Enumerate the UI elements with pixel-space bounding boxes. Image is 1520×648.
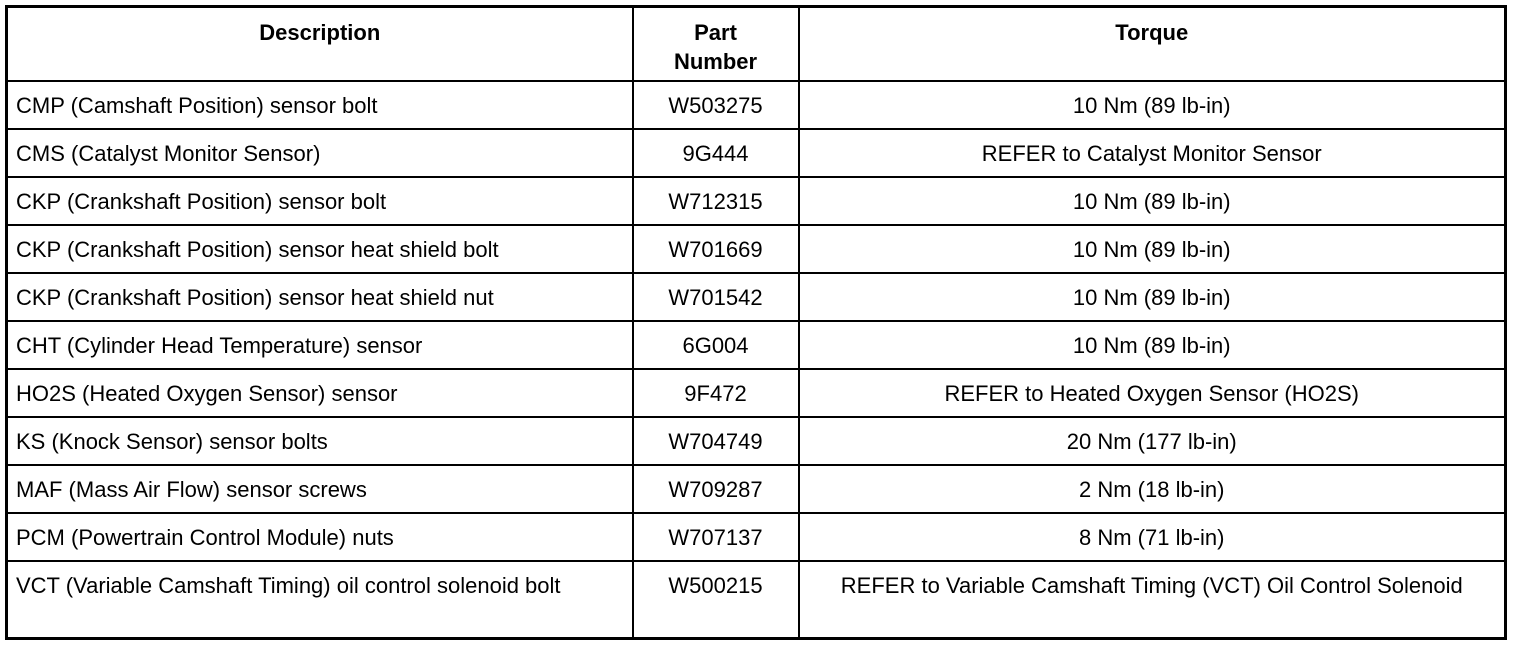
cell-part-number: 6G004 <box>633 321 799 369</box>
cell-torque: 10 Nm (89 lb-in) <box>799 273 1506 321</box>
cell-torque: REFER to Variable Camshaft Timing (VCT) Oil Control Solenoid <box>799 561 1506 639</box>
table-row <box>7 81 1506 129</box>
torque-spec-table <box>5 5 1507 640</box>
table-body <box>7 81 1506 639</box>
table-row <box>7 369 1506 417</box>
cell-torque: REFER to Catalyst Monitor Sensor <box>799 129 1506 177</box>
cell-part-number: W704749 <box>633 417 799 465</box>
cell-part-number: 9F472 <box>633 369 799 417</box>
header-description: Description <box>7 7 633 81</box>
cell-part-number: W707137 <box>633 513 799 561</box>
cell-part-number: W503275 <box>633 81 799 129</box>
header-row <box>7 7 1506 81</box>
cell-description: MAF (Mass Air Flow) sensor screws <box>7 465 633 513</box>
table-row <box>7 513 1506 561</box>
header-part-number <box>633 7 799 81</box>
cell-description: CHT (Cylinder Head Temperature) sensor <box>7 321 633 369</box>
cell-torque: 2 Nm (18 lb-in) <box>799 465 1506 513</box>
cell-part-number: W701669 <box>633 225 799 273</box>
cell-part-number: 9G444 <box>633 129 799 177</box>
cell-torque: 10 Nm (89 lb-in) <box>799 321 1506 369</box>
cell-torque: 10 Nm (89 lb-in) <box>799 177 1506 225</box>
cell-torque: 20 Nm (177 lb-in) <box>799 417 1506 465</box>
header-part-number-line2: Number <box>673 49 758 74</box>
cell-part-number: W712315 <box>633 177 799 225</box>
cell-description: CMS (Catalyst Monitor Sensor) <box>7 129 633 177</box>
header-part-number-line1: Part <box>694 20 737 45</box>
header-torque: Torque <box>799 7 1506 81</box>
cell-description: CKP (Crankshaft Position) sensor heat shield bolt <box>7 225 633 273</box>
table-row <box>7 177 1506 225</box>
table-row <box>7 321 1506 369</box>
cell-description: HO2S (Heated Oxygen Sensor) sensor <box>7 369 633 417</box>
table-row <box>7 465 1506 513</box>
cell-description: KS (Knock Sensor) sensor bolts <box>7 417 633 465</box>
cell-description: CKP (Crankshaft Position) sensor bolt <box>7 177 633 225</box>
table-row <box>7 273 1506 321</box>
cell-description: CMP (Camshaft Position) sensor bolt <box>7 81 633 129</box>
cell-part-number: W709287 <box>633 465 799 513</box>
cell-part-number: W701542 <box>633 273 799 321</box>
cell-torque: 10 Nm (89 lb-in) <box>799 81 1506 129</box>
cell-part-number: W500215 <box>633 561 799 639</box>
table-row <box>7 225 1506 273</box>
cell-torque: 8 Nm (71 lb-in) <box>799 513 1506 561</box>
cell-description: PCM (Powertrain Control Module) nuts <box>7 513 633 561</box>
table-row <box>7 417 1506 465</box>
cell-description: CKP (Crankshaft Position) sensor heat shield nut <box>7 273 633 321</box>
cell-torque: REFER to Heated Oxygen Sensor (HO2S) <box>799 369 1506 417</box>
cell-description: VCT (Variable Camshaft Timing) oil control solenoid bolt <box>7 561 633 639</box>
table-row <box>7 129 1506 177</box>
table-row <box>7 561 1506 639</box>
cell-torque: 10 Nm (89 lb-in) <box>799 225 1506 273</box>
